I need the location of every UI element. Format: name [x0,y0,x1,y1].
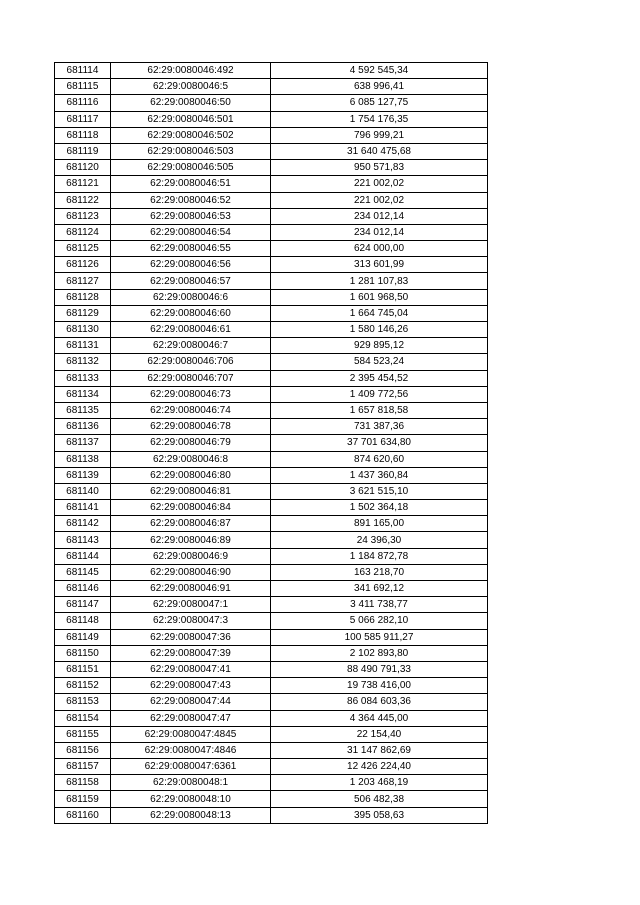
cadastral-value-cell: 100 585 911,27 [271,629,488,645]
cadastral-number-cell: 62:29:0080046:707 [111,370,271,386]
cadastral-value-cell: 24 396,30 [271,532,488,548]
cadastral-number-cell: 62:29:0080046:53 [111,208,271,224]
cadastral-number-cell: 62:29:0080046:56 [111,257,271,273]
row-number-cell: 681128 [55,289,111,305]
cadastral-number-cell: 62:29:0080046:7 [111,338,271,354]
cadastral-value-cell: 12 426 224,40 [271,759,488,775]
table-row [55,322,488,338]
cadastral-value-cell: 1 601 968,50 [271,289,488,305]
cadastral-number-cell: 62:29:0080046:91 [111,581,271,597]
cadastral-number-cell: 62:29:0080046:73 [111,386,271,402]
cadastral-number-cell: 62:29:0080046:51 [111,176,271,192]
cadastral-number-cell: 62:29:0080046:505 [111,160,271,176]
cadastral-number-cell: 62:29:0080047:41 [111,661,271,677]
row-number-cell: 681125 [55,241,111,257]
cadastral-number-cell: 62:29:0080047:36 [111,629,271,645]
table-row [55,435,488,451]
row-number-cell: 681134 [55,386,111,402]
row-number-cell: 681121 [55,176,111,192]
cadastral-number-cell: 62:29:0080047:4846 [111,742,271,758]
cadastral-value-cell: 221 002,02 [271,176,488,192]
cadastral-value-cell: 88 490 791,33 [271,661,488,677]
cadastral-number-cell: 62:29:0080046:5 [111,79,271,95]
cadastral-number-cell: 62:29:0080046:52 [111,192,271,208]
cadastral-number-cell: 62:29:0080046:8 [111,451,271,467]
row-number-cell: 681120 [55,160,111,176]
cadastral-value-cell: 624 000,00 [271,241,488,257]
cadastral-value-cell: 4 364 445,00 [271,710,488,726]
table-row [55,241,488,257]
row-number-cell: 681117 [55,111,111,127]
table-row [55,581,488,597]
table-row [55,273,488,289]
table-row [55,111,488,127]
cadastral-number-cell: 62:29:0080047:43 [111,678,271,694]
table-row [55,613,488,629]
cadastral-number-cell: 62:29:0080048:10 [111,791,271,807]
cadastral-value-cell: 5 066 282,10 [271,613,488,629]
cadastral-value-cell: 31 640 475,68 [271,143,488,159]
cadastral-number-cell: 62:29:0080046:78 [111,419,271,435]
row-number-cell: 681115 [55,79,111,95]
table-row [55,79,488,95]
table-row [55,629,488,645]
row-number-cell: 681150 [55,645,111,661]
table-row [55,710,488,726]
cadastral-number-cell: 62:29:0080046:501 [111,111,271,127]
table-row [55,678,488,694]
row-number-cell: 681155 [55,726,111,742]
cadastral-number-cell: 62:29:0080046:503 [111,143,271,159]
row-number-cell: 681158 [55,775,111,791]
row-number-cell: 681142 [55,516,111,532]
table-row [55,160,488,176]
table-row [55,370,488,386]
cadastral-value-cell: 1 437 360,84 [271,467,488,483]
row-number-cell: 681116 [55,95,111,111]
table-row [55,224,488,240]
cadastral-value-cell: 3 621 515,10 [271,483,488,499]
cadastral-number-cell: 62:29:0080048:13 [111,807,271,823]
table-row [55,338,488,354]
cadastral-value-cell: 1 409 772,56 [271,386,488,402]
cadastral-number-cell: 62:29:0080046:50 [111,95,271,111]
cadastral-value-cell: 234 012,14 [271,224,488,240]
cadastral-number-cell: 62:29:0080046:84 [111,500,271,516]
cadastral-number-cell: 62:29:0080046:61 [111,322,271,338]
row-number-cell: 681154 [55,710,111,726]
row-number-cell: 681141 [55,500,111,516]
cadastral-value-cell: 31 147 862,69 [271,742,488,758]
cadastral-value-cell: 234 012,14 [271,208,488,224]
cadastral-value-cell: 1 502 364,18 [271,500,488,516]
cadastral-value-cell: 874 620,60 [271,451,488,467]
cadastral-value-cell: 22 154,40 [271,726,488,742]
row-number-cell: 681138 [55,451,111,467]
table-row [55,759,488,775]
cadastral-value-cell: 584 523,24 [271,354,488,370]
cadastral-number-cell: 62:29:0080047:39 [111,645,271,661]
cadastral-number-cell: 62:29:0080046:80 [111,467,271,483]
row-number-cell: 681123 [55,208,111,224]
row-number-cell: 681148 [55,613,111,629]
row-number-cell: 681135 [55,402,111,418]
row-number-cell: 681149 [55,629,111,645]
cadastral-value-cell: 3 411 738,77 [271,597,488,613]
row-number-cell: 681131 [55,338,111,354]
cadastral-number-cell: 62:29:0080046:81 [111,483,271,499]
cadastral-number-cell: 62:29:0080046:60 [111,305,271,321]
cadastral-value-cell: 1 203 468,19 [271,775,488,791]
table-row [55,386,488,402]
table-row [55,127,488,143]
table-row [55,95,488,111]
cadastral-number-cell: 62:29:0080046:90 [111,564,271,580]
cadastral-value-cell: 891 165,00 [271,516,488,532]
cadastral-value-cell: 1 754 176,35 [271,111,488,127]
row-number-cell: 681122 [55,192,111,208]
cadastral-value-cell: 19 738 416,00 [271,678,488,694]
row-number-cell: 681136 [55,419,111,435]
table-row [55,143,488,159]
cadastral-number-cell: 62:29:0080046:502 [111,127,271,143]
row-number-cell: 681151 [55,661,111,677]
table-row [55,807,488,823]
cadastral-value-cell: 6 085 127,75 [271,95,488,111]
row-number-cell: 681143 [55,532,111,548]
row-number-cell: 681114 [55,63,111,79]
table-row [55,564,488,580]
table-row [55,192,488,208]
cadastral-value-cell: 4 592 545,34 [271,63,488,79]
cadastral-value-cell: 1 664 745,04 [271,305,488,321]
row-number-cell: 681118 [55,127,111,143]
table-row [55,305,488,321]
row-number-cell: 681153 [55,694,111,710]
row-number-cell: 681139 [55,467,111,483]
row-number-cell: 681144 [55,548,111,564]
table-row [55,742,488,758]
cadastral-value-cell: 395 058,63 [271,807,488,823]
table-row [55,726,488,742]
table-row [55,500,488,516]
cadastral-number-cell: 62:29:0080047:6361 [111,759,271,775]
row-number-cell: 681129 [55,305,111,321]
cadastral-number-cell: 62:29:0080046:57 [111,273,271,289]
table-row [55,532,488,548]
cadastral-value-cell: 1 281 107,83 [271,273,488,289]
table-row [55,257,488,273]
table-body [55,63,488,824]
row-number-cell: 681130 [55,322,111,338]
row-number-cell: 681157 [55,759,111,775]
cadastral-number-cell: 62:29:0080046:706 [111,354,271,370]
cadastral-value-cell: 1 184 872,78 [271,548,488,564]
row-number-cell: 681160 [55,807,111,823]
row-number-cell: 681140 [55,483,111,499]
cadastral-value-cell: 506 482,38 [271,791,488,807]
table-row [55,548,488,564]
table-row [55,483,488,499]
row-number-cell: 681145 [55,564,111,580]
table-row [55,661,488,677]
cadastral-number-cell: 62:29:0080047:44 [111,694,271,710]
cadastral-value-cell: 796 999,21 [271,127,488,143]
cadastral-number-cell: 62:29:0080046:55 [111,241,271,257]
cadastral-number-cell: 62:29:0080047:1 [111,597,271,613]
row-number-cell: 681159 [55,791,111,807]
cadastral-value-cell: 1 580 146,26 [271,322,488,338]
cadastral-value-cell: 37 701 634,80 [271,435,488,451]
row-number-cell: 681126 [55,257,111,273]
table-row [55,645,488,661]
row-number-cell: 681147 [55,597,111,613]
table-row [55,63,488,79]
cadastral-number-cell: 62:29:0080047:4845 [111,726,271,742]
cadastral-number-cell: 62:29:0080048:1 [111,775,271,791]
cadastral-value-cell: 638 996,41 [271,79,488,95]
cadastral-number-cell: 62:29:0080046:54 [111,224,271,240]
cadastral-number-cell: 62:29:0080046:492 [111,63,271,79]
cadastral-number-cell: 62:29:0080047:3 [111,613,271,629]
row-number-cell: 681119 [55,143,111,159]
row-number-cell: 681124 [55,224,111,240]
table-row [55,289,488,305]
cadastral-value-cell: 86 084 603,36 [271,694,488,710]
cadastral-value-cell: 2 102 893,80 [271,645,488,661]
cadastral-value-cell: 163 218,70 [271,564,488,580]
table-row [55,354,488,370]
cadastral-value-table [54,62,488,824]
table-row [55,419,488,435]
row-number-cell: 681146 [55,581,111,597]
cadastral-value-cell: 950 571,83 [271,160,488,176]
cadastral-number-cell: 62:29:0080047:47 [111,710,271,726]
cadastral-number-cell: 62:29:0080046:79 [111,435,271,451]
table-row [55,791,488,807]
table-row [55,402,488,418]
row-number-cell: 681137 [55,435,111,451]
cadastral-value-cell: 221 002,02 [271,192,488,208]
table-row [55,176,488,192]
cadastral-number-cell: 62:29:0080046:74 [111,402,271,418]
cadastral-value-cell: 341 692,12 [271,581,488,597]
cadastral-number-cell: 62:29:0080046:87 [111,516,271,532]
cadastral-value-cell: 313 601,99 [271,257,488,273]
table-row [55,775,488,791]
table-row [55,208,488,224]
cadastral-value-cell: 929 895,12 [271,338,488,354]
row-number-cell: 681132 [55,354,111,370]
table-row [55,467,488,483]
cadastral-number-cell: 62:29:0080046:6 [111,289,271,305]
row-number-cell: 681152 [55,678,111,694]
row-number-cell: 681127 [55,273,111,289]
cadastral-number-cell: 62:29:0080046:9 [111,548,271,564]
cadastral-value-cell: 2 395 454,52 [271,370,488,386]
table-row [55,597,488,613]
cadastral-value-cell: 731 387,36 [271,419,488,435]
table-row [55,516,488,532]
table-row [55,694,488,710]
cadastral-value-cell: 1 657 818,58 [271,402,488,418]
row-number-cell: 681133 [55,370,111,386]
table-row [55,451,488,467]
cadastral-number-cell: 62:29:0080046:89 [111,532,271,548]
row-number-cell: 681156 [55,742,111,758]
